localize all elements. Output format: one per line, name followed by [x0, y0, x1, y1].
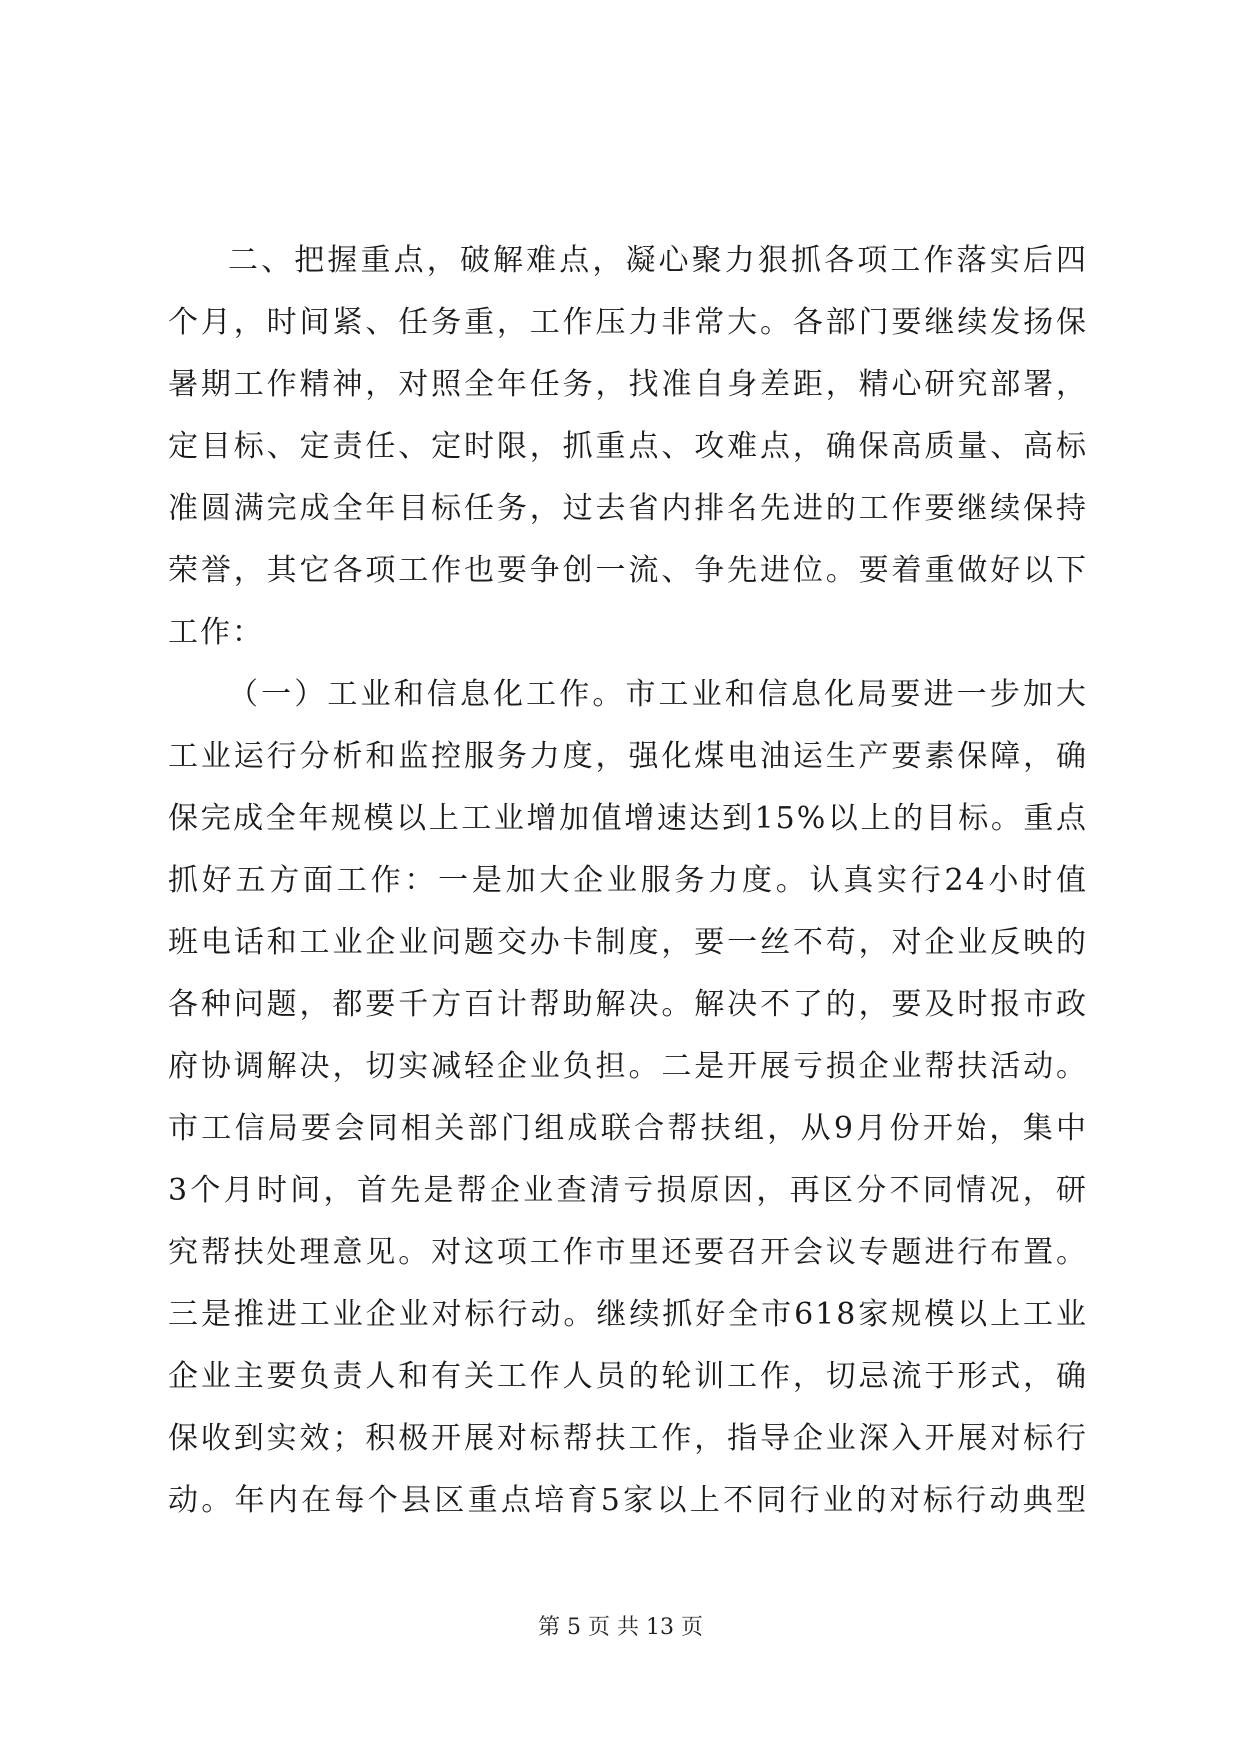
- page-number-footer: 第 5 页 共 13 页: [538, 1615, 703, 1640]
- document-body: [168, 230, 1088, 1532]
- text-line: 企业主要负责人和有关工作人员的轮训工作，切忌流于形式，确: [168, 1359, 1088, 1394]
- text-line: 三是推进工业企业对标行动。继续抓好全市618家规模以上工业: [168, 1297, 1088, 1332]
- text-line: 保完成全年规模以上工业增加值增速达到15%以上的目标。重点: [168, 801, 1088, 836]
- text-line: 暑期工作精神，对照全年任务，找准自身差距，精心研究部署，: [168, 367, 1088, 402]
- text-line: 工作：: [168, 615, 264, 650]
- text-line: 市工信局要会同相关部门组成联合帮扶组，从9月份开始，集中: [168, 1111, 1088, 1146]
- text-line: 府协调解决，切实减轻企业负担。二是开展亏损企业帮扶活动。: [168, 1049, 1088, 1084]
- text-line: 动。年内在每个县区重点培育5家以上不同行业的对标行动典型: [168, 1483, 1088, 1518]
- text-line: 究帮扶处理意见。对这项工作市里还要召开会议专题进行布置。: [168, 1235, 1088, 1270]
- text-line: 班电话和工业企业问题交办卡制度，要一丝不苟，对企业反映的: [168, 925, 1088, 960]
- text-line: （一）工业和信息化工作。市工业和信息化局要进一步加大: [228, 677, 1088, 712]
- text-line: 抓好五方面工作：一是加大企业服务力度。认真实行24小时值: [168, 863, 1088, 898]
- text-line: 二、把握重点，破解难点，凝心聚力狠抓各项工作落实后四: [228, 243, 1088, 278]
- text-line: 个月，时间紧、任务重，工作压力非常大。各部门要继续发扬保: [168, 305, 1088, 340]
- text-line: 荣誉，其它各项工作也要争创一流、争先进位。要着重做好以下: [168, 553, 1088, 588]
- text-line: 定目标、定责任、定时限，抓重点、攻难点，确保高质量、高标: [168, 429, 1088, 464]
- text-line: 工业运行分析和监控服务力度，强化煤电油运生产要素保障，确: [168, 739, 1088, 774]
- text-line: 3个月时间，首先是帮企业查清亏损原因，再区分不同情况，研: [168, 1173, 1088, 1208]
- text-line: 保收到实效；积极开展对标帮扶工作，指导企业深入开展对标行: [168, 1421, 1088, 1456]
- text-line: 各种问题，都要千方百计帮助解决。解决不了的，要及时报市政: [168, 987, 1088, 1022]
- text-line: 准圆满完成全年目标任务，过去省内排名先进的工作要继续保持: [168, 491, 1088, 526]
